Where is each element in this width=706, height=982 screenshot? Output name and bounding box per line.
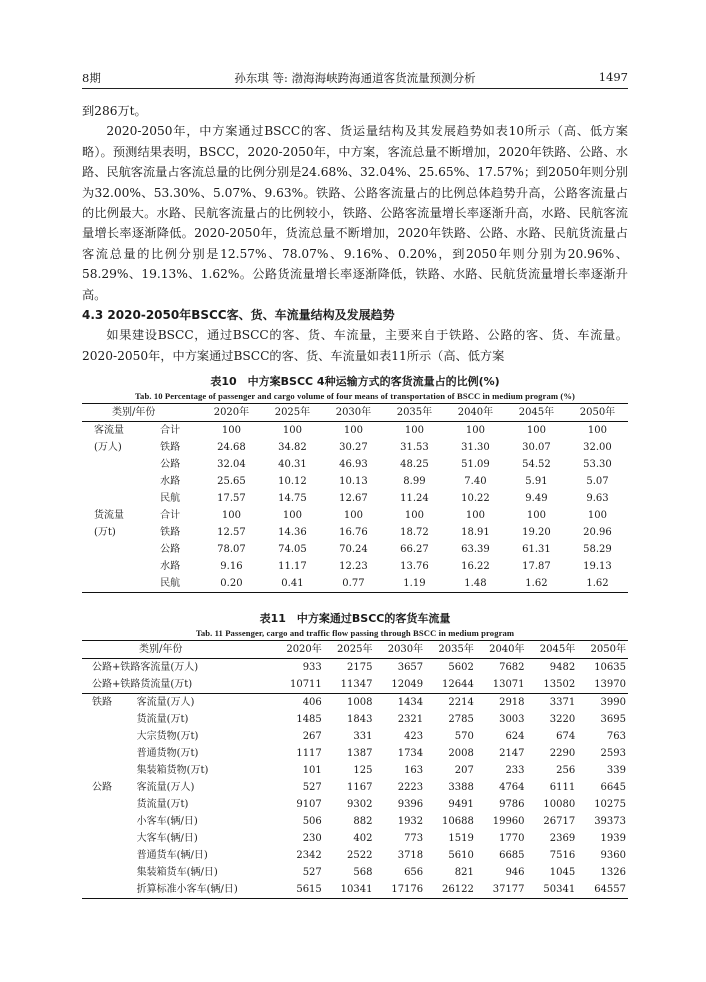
row-label: 铁路	[160, 527, 181, 538]
paragraph-continuation: 到286万t。	[82, 104, 147, 118]
table-cell: 9302	[347, 799, 373, 810]
table-cell: 674	[556, 731, 576, 742]
table-cell: 946	[505, 867, 525, 878]
table-cell: 10.22	[461, 493, 490, 504]
year-header: 2025年	[337, 644, 373, 655]
table-cell: 568	[353, 867, 373, 878]
mode-cell	[82, 745, 137, 762]
year-header: 2050年	[579, 407, 616, 418]
table-row	[82, 745, 628, 762]
paragraph-bscc-flow: 如果建设BSCC，通过BSCC的客、货、车流量，主要来自于铁路、公路的客、货、车流量。2020-2050年，中方案通过BSCC的客、货、车流量如表11所示（高、低方案	[82, 328, 628, 363]
table-row	[82, 762, 628, 779]
mode-cell	[82, 864, 137, 881]
table-row	[82, 490, 628, 507]
section-heading-4-3: 4.3 2020-2050年BSCC客、货、车流量结构及发展趋势	[82, 308, 395, 323]
table-cell: 32.04	[217, 459, 246, 470]
table-row	[82, 676, 628, 694]
table-row	[82, 796, 628, 813]
table-cell: 2214	[448, 697, 474, 708]
year-header: 2050年	[590, 644, 626, 655]
table-cell: 6111	[549, 782, 576, 793]
row-label: 小客车(辆/日)	[136, 816, 198, 827]
table-cell: 54.52	[522, 459, 551, 470]
table-cell: 10080	[543, 799, 576, 810]
year-header: 2020年	[286, 644, 322, 655]
year-header: 2040年	[457, 407, 494, 418]
table-cell: 34.82	[278, 442, 307, 453]
table-10-caption-cn: 表10 中方案BSCC 4种运输方式的客货流量占的比例(%)	[210, 375, 500, 388]
table-cell: 6685	[499, 850, 525, 861]
table-cell: 9.49	[525, 493, 548, 504]
mode-cell	[82, 796, 137, 813]
year-header: 2035年	[396, 407, 433, 418]
group-unit: (万t)	[94, 527, 116, 538]
row-label: 大宗货物(万t)	[136, 731, 199, 742]
table-cell: 9482	[549, 662, 576, 673]
table-cell: 10688	[442, 816, 474, 827]
table-cell: 933	[302, 662, 322, 673]
article-body	[82, 101, 628, 366]
table-cell: 570	[454, 731, 474, 742]
group-cell	[82, 541, 150, 558]
mode-cell	[82, 762, 137, 779]
table-cell: 3990	[600, 697, 626, 708]
row-label: 公路+铁路客流量(万人)	[92, 662, 199, 673]
table-cell: 101	[302, 765, 322, 776]
table-cell: 26122	[442, 884, 474, 895]
table-cell: 100	[343, 510, 363, 521]
table-cell: 230	[302, 833, 322, 844]
row-label: 民航	[160, 578, 181, 589]
table-cell: 63.39	[461, 544, 490, 555]
table-cell: 32.00	[583, 442, 612, 453]
paragraph-results: 2020-2050年，中方案通过BSCC的客、货运量结构及其发展趋势如表10所示（高、低方案略）。预测结果表明，BSCC，2020-2050年，中方案，客流总量不断增加，2020年铁路、公路、水路、民航客流量占客流总量的比例分别是24.68%、32.04%、25.65%、17.57%；到2050年则分别为32.00%、53.30%、5.07%、9.63%。铁路、公路客流量占的比例总体趋势升高，公路客流量占的比例最大。水路、民航客流量占的比例较小，铁路、公路客流量增长率逐渐升高，水路、民航客流量增长率逐渐降低。2020-2050年，货流总量不断增加，2020年铁路、公路、水路、民航货流量占客流总量的比例分别是12.57%、78.07%、9.16%、0.20%，到2050年则分别为20.96%、58.29%、19.13%、1.62%。公路货流量增长率逐渐降低，铁路、水路、民航货流量增长率逐渐升高。	[82, 124, 628, 302]
table-cell: 61.31	[522, 544, 551, 555]
table-cell: 100	[587, 425, 608, 436]
row-label: 集装箱货车(辆/日)	[136, 867, 218, 878]
table-cell: 78.07	[217, 544, 246, 555]
table-row	[82, 694, 628, 712]
table-10-grid	[82, 403, 628, 593]
table-cell: 100	[282, 425, 302, 436]
row-label: 公路	[160, 459, 181, 470]
table-cell: 10.12	[278, 476, 307, 487]
table-cell: 100	[526, 510, 546, 521]
table-row	[82, 881, 628, 899]
table-cell: 12.57	[217, 527, 246, 538]
row-label: 普通货车(辆/日)	[136, 850, 208, 861]
year-header: 2025年	[274, 407, 311, 418]
table-10	[82, 374, 628, 593]
table-cell: 5602	[448, 662, 474, 673]
mode-cell	[82, 830, 137, 847]
table-cell: 821	[454, 867, 474, 878]
table-cell: 10.13	[339, 476, 368, 487]
table-cell: 763	[606, 731, 626, 742]
table-cell: 66.27	[400, 544, 429, 555]
table-cell: 1519	[448, 833, 474, 844]
table-cell: 16.76	[339, 527, 368, 538]
table-cell: 163	[404, 765, 424, 776]
table-cell: 1008	[347, 697, 373, 708]
mode-name: 铁路	[92, 697, 112, 708]
table-cell: 19960	[492, 816, 525, 827]
table-header-row	[82, 404, 628, 422]
table-cell: 0.41	[281, 578, 304, 589]
table-cell: 1167	[347, 782, 373, 793]
table-11	[82, 611, 628, 899]
table-cell: 1387	[347, 748, 373, 759]
table-cell: 2918	[499, 697, 525, 708]
running-title: 孙东琪 等: 渤海海峡跨海通道客货流量预测分析	[234, 71, 476, 85]
table-cell: 2290	[549, 748, 576, 759]
table-header-row	[82, 641, 628, 659]
table-cell: 506	[302, 816, 322, 827]
table-cell: 9786	[499, 799, 525, 810]
row-label: 合计	[160, 510, 181, 521]
table-cell: 19.13	[583, 561, 612, 572]
table-cell: 17.57	[217, 493, 246, 504]
table-cell: 31.53	[400, 442, 429, 453]
row-label: 合计	[160, 425, 181, 436]
table-cell: 11.24	[400, 493, 429, 504]
group-unit: (万人)	[94, 442, 122, 453]
table-row	[82, 711, 628, 728]
table-cell: 624	[505, 731, 525, 742]
group-cell	[82, 490, 150, 507]
table-cell: 39373	[594, 816, 626, 827]
table-cell: 13071	[476, 676, 527, 694]
table-cell: 51.09	[461, 459, 490, 470]
table-cell: 2785	[448, 714, 474, 725]
table-cell: 1.62	[586, 578, 609, 589]
page-number: 1497	[598, 70, 628, 84]
table-row	[82, 813, 628, 830]
table-cell: 3220	[549, 714, 576, 725]
row-label: 公路+铁路货流量(万t)	[82, 676, 273, 694]
row-label: 客流量(万人)	[136, 782, 195, 793]
table-cell: 26717	[543, 816, 576, 827]
table-cell: 882	[353, 816, 373, 827]
table-cell: 339	[606, 765, 626, 776]
year-header: 2020年	[213, 407, 250, 418]
table-cell: 100	[343, 425, 363, 436]
table-cell: 13502	[527, 676, 578, 694]
table-cell: 331	[353, 731, 373, 742]
table-cell: 10711	[273, 676, 324, 694]
table-cell: 12049	[374, 676, 425, 694]
table-cell: 5.91	[525, 476, 548, 487]
mode-cell	[82, 728, 137, 745]
table-cell: 37177	[492, 884, 525, 895]
table-cell: 10635	[594, 662, 626, 673]
table-row	[82, 779, 628, 796]
table-cell: 527	[302, 867, 322, 878]
table-cell: 527	[302, 782, 322, 793]
table-row	[82, 456, 628, 473]
row-label: 铁路	[160, 442, 181, 453]
table-cell: 125	[353, 765, 373, 776]
table-cell: 1117	[296, 748, 322, 759]
table-cell: 3718	[397, 850, 424, 861]
year-header: 2030年	[335, 407, 372, 418]
table-cell: 10341	[340, 884, 373, 895]
table-cell: 1.48	[464, 578, 487, 589]
row-label: 民航	[160, 493, 181, 504]
table-cell: 1326	[600, 867, 626, 878]
table-cell: 7.40	[464, 476, 487, 487]
group-name: 货流量	[94, 510, 124, 521]
year-header: 2035年	[438, 644, 474, 655]
table-cell: 70.24	[339, 544, 368, 555]
table-cell: 13970	[577, 676, 628, 694]
table-cell: 14.36	[278, 527, 307, 538]
table-cell: 9.16	[220, 561, 243, 572]
table-cell: 100	[404, 425, 424, 436]
table-cell: 5615	[296, 884, 322, 895]
group-name: 客流量	[94, 425, 124, 436]
mode-cell	[82, 847, 137, 864]
table-cell: 17.87	[522, 561, 551, 572]
group-cell	[82, 456, 150, 473]
row-label: 集装箱货物(万t)	[136, 765, 209, 776]
table-cell: 12.67	[339, 493, 368, 504]
table-cell: 3388	[448, 782, 474, 793]
issue-number: 8期	[82, 71, 101, 85]
table-cell: 9360	[600, 850, 626, 861]
table-cell: 17176	[391, 884, 424, 895]
row-label: 货流量(万t)	[136, 714, 189, 725]
table-cell: 2175	[347, 662, 373, 673]
table-row	[82, 728, 628, 745]
table-cell: 1045	[549, 867, 576, 878]
row-label: 大客车(辆/日)	[136, 833, 198, 844]
table-cell: 0.77	[342, 578, 365, 589]
row-label: 水路	[160, 561, 181, 572]
table-cell: 402	[353, 833, 373, 844]
table-cell: 267	[302, 731, 322, 742]
table-cell: 423	[404, 731, 424, 742]
table-cell: 58.29	[583, 544, 612, 555]
table-cell: 2369	[549, 833, 576, 844]
table-cell: 3003	[499, 714, 525, 725]
table-cell: 6645	[600, 782, 626, 793]
table-cell: 3371	[549, 697, 576, 708]
table-corner-label: 类别/年份	[112, 407, 156, 418]
row-label: 货流量(万t)	[136, 799, 189, 810]
table-cell: 9107	[296, 799, 322, 810]
group-cell	[82, 558, 150, 575]
table-cell: 11.17	[278, 561, 307, 572]
table-cell: 100	[221, 425, 241, 436]
table-cell: 656	[404, 867, 424, 878]
year-header: 2045年	[539, 644, 576, 655]
group-cell	[82, 473, 150, 490]
table-cell: 30.27	[339, 442, 368, 453]
table-cell: 13.76	[400, 561, 429, 572]
table-cell: 18.91	[461, 527, 490, 538]
table-cell: 1734	[397, 748, 424, 759]
table-11-grid	[82, 640, 628, 899]
table-cell: 0.20	[220, 578, 243, 589]
year-header: 2040年	[489, 644, 525, 655]
table-cell: 1939	[600, 833, 626, 844]
table-cell: 1.62	[525, 578, 548, 589]
table-row	[82, 830, 628, 847]
table-cell: 5.07	[586, 476, 609, 487]
table-cell: 5610	[448, 850, 474, 861]
table-row	[82, 864, 628, 881]
mode-name: 公路	[92, 782, 112, 793]
table-cell: 2223	[397, 782, 424, 793]
table-cell: 100	[587, 510, 608, 521]
table-cell: 256	[556, 765, 576, 776]
table-row	[82, 422, 628, 440]
year-header: 2045年	[518, 407, 555, 418]
table-cell: 11347	[324, 676, 375, 694]
table-10-caption-en: Tab. 10 Percentage of passenger and cargo volume of four means of transportation of BSCC in medium program (%)	[135, 391, 575, 401]
table-cell: 100	[465, 425, 485, 436]
row-label: 公路	[160, 544, 181, 555]
row-label: 折算标准小客车(辆/日)	[136, 884, 238, 895]
table-cell: 20.96	[583, 527, 612, 538]
table-cell: 233	[505, 765, 525, 776]
table-row	[82, 541, 628, 558]
table-row	[82, 524, 628, 541]
mode-cell	[82, 711, 137, 728]
table-cell: 8.99	[403, 476, 426, 487]
table-row	[82, 507, 628, 524]
table-cell: 3695	[600, 714, 626, 725]
table-cell: 25.65	[217, 476, 246, 487]
table-cell: 1770	[499, 833, 525, 844]
table-cell: 2321	[397, 714, 424, 725]
table-cell: 3657	[397, 662, 424, 673]
table-row	[82, 558, 628, 575]
table-row	[82, 473, 628, 490]
table-cell: 4764	[499, 782, 525, 793]
table-cell: 2147	[499, 748, 525, 759]
table-cell: 9491	[448, 799, 474, 810]
table-cell: 1.19	[403, 578, 426, 589]
table-cell: 9396	[397, 799, 424, 810]
table-cell: 7682	[499, 662, 525, 673]
table-cell: 207	[454, 765, 474, 776]
table-cell: 100	[526, 425, 546, 436]
running-header	[82, 70, 628, 89]
table-cell: 1485	[296, 714, 322, 725]
table-row	[82, 575, 628, 593]
table-cell: 14.75	[278, 493, 307, 504]
table-cell: 31.30	[461, 442, 490, 453]
table-row	[82, 847, 628, 864]
row-label: 水路	[160, 476, 181, 487]
table-cell: 1434	[397, 697, 424, 708]
table-cell: 64557	[594, 884, 626, 895]
table-cell: 12644	[425, 676, 476, 694]
row-label: 客流量(万人)	[136, 697, 195, 708]
table-cell: 2593	[600, 748, 626, 759]
table-cell: 46.93	[339, 459, 368, 470]
table-11-caption-en: Tab. 11 Passenger, cargo and traffic flow passing through BSCC in medium program	[195, 628, 515, 638]
table-cell: 30.07	[522, 442, 551, 453]
mode-cell	[82, 813, 137, 830]
table-cell: 100	[465, 510, 485, 521]
table-cell: 24.68	[217, 442, 246, 453]
table-cell: 50341	[543, 884, 576, 895]
table-cell: 2522	[347, 850, 373, 861]
table-cell: 1843	[347, 714, 373, 725]
table-11-caption-cn: 表11 中方案通过BSCC的客货车流量	[259, 612, 451, 625]
row-label: 普通货物(万t)	[136, 748, 199, 759]
year-header: 2030年	[387, 644, 424, 655]
table-cell: 48.25	[400, 459, 429, 470]
table-cell: 10275	[594, 799, 626, 810]
table-cell: 100	[404, 510, 424, 521]
mode-cell	[82, 881, 137, 899]
table-cell: 16.22	[461, 561, 490, 572]
table-cell: 40.31	[278, 459, 307, 470]
table-cell: 74.05	[278, 544, 307, 555]
table-cell: 773	[404, 833, 424, 844]
table-cell: 100	[282, 510, 302, 521]
table-cell: 18.72	[400, 527, 429, 538]
table-cell: 406	[302, 697, 322, 708]
table-cell: 12.23	[339, 561, 368, 572]
table-corner-label: 类别/年份	[139, 644, 183, 655]
table-cell: 7516	[549, 850, 576, 861]
group-cell	[82, 575, 150, 593]
table-cell: 53.30	[583, 459, 612, 470]
table-cell: 2342	[296, 850, 322, 861]
table-cell: 19.20	[522, 527, 551, 538]
table-row	[82, 439, 628, 456]
table-cell: 100	[221, 510, 241, 521]
table-row	[82, 659, 628, 677]
table-cell: 2008	[448, 748, 474, 759]
table-cell: 1932	[397, 816, 424, 827]
table-cell: 9.63	[586, 493, 609, 504]
